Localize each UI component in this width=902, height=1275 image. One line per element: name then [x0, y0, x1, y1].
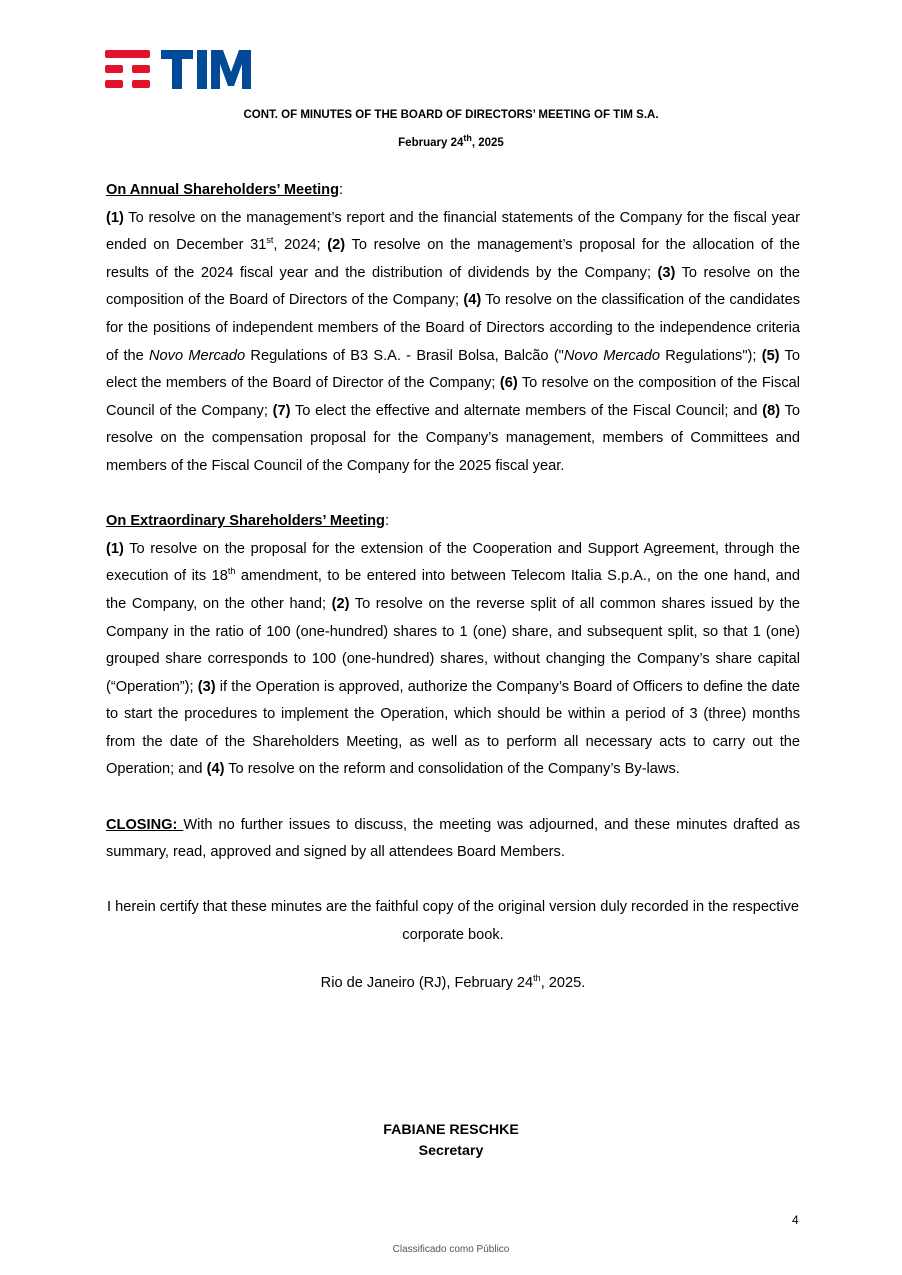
text-run: (1): [106, 540, 124, 557]
text-run: (4): [206, 761, 225, 778]
text-run: amendment, to be entered into between Telecom Italia S.p.A., on the one hand, and the Company, on the other hand;: [106, 568, 800, 612]
text-run: :: [339, 182, 344, 198]
text-run: (3): [657, 264, 676, 281]
paragraph: [106, 970, 800, 998]
text-run: To elect the members of the Board of Director of the Company;: [106, 347, 800, 392]
section-heading: On Extraordinary Shareholders’ Meeting: [106, 513, 385, 530]
text-run: To elect the effective and alternate members of the Fiscal Council; and: [290, 402, 763, 419]
text-run: Regulations of B3 S.A. - Brasil Bolsa, Balcão (": [245, 347, 564, 364]
text-run: th: [533, 973, 541, 984]
text-run: (6): [499, 375, 518, 392]
text-run: (2): [327, 237, 346, 254]
text-run: (1): [106, 209, 124, 226]
text-run: Rio de Janeiro (RJ), February 24: [320, 975, 534, 992]
text-run: I herein certify that these minutes are the faithful copy of the original version duly recorded in the respective corporate book.: [107, 899, 799, 944]
text-run: To resolve on the reform and consolidation of the Company’s By-laws.: [224, 761, 680, 778]
paragraph: [106, 508, 800, 536]
paragraph: [106, 894, 800, 949]
text-run: , 2024;: [273, 237, 328, 254]
section-heading: CLOSING:: [106, 816, 184, 833]
text-run: (4): [463, 292, 482, 309]
text-run: st: [266, 235, 274, 246]
text-run: if the Operation is approved, authorize the Company’s Board of Officers to define the date to start the procedures to implement the Operation, which should be within a period of 3 (three) months from the date of the Shareholders Meeting, as well as to perform all necessary acts to carry out the Operation; and: [106, 678, 800, 778]
text-run: (2): [331, 595, 350, 612]
text-run: (8): [762, 402, 781, 419]
paragraph: [106, 812, 800, 867]
text-run: To resolve on the proposal for the extension of the Cooperation and Support Agreement, through the execution of its 18: [106, 540, 800, 585]
text-run: (3): [197, 678, 216, 695]
paragraph: [106, 205, 800, 481]
minutes-body: [106, 177, 800, 998]
classification-footer: Classificado como Público: [392, 1244, 510, 1255]
text-run: To resolve on the classification of the candidates for the positions of independent members of the Board of Directors according to the independence criteria of the: [106, 292, 800, 364]
signatory-role: Secretary: [418, 1143, 484, 1159]
text-run: Novo Mercado: [149, 347, 246, 364]
text-run: To resolve on the reverse split of all common shares issued by the Company in the ratio of 100 (one-hundred) shares to 1 (one) share, and subsequent split, so that 1 (one) grouped share corresponds to 100 (one-hundred) shares, without changing the Company’s share capital (“Operation”);: [106, 595, 800, 695]
text-run: To resolve on the composition of the Fiscal Council of the Company;: [106, 375, 800, 419]
tim-logo: [105, 49, 255, 91]
document-title: CONT. OF MINUTES OF THE BOARD OF DIRECTORS’ MEETING OF TIM S.A.: [243, 109, 659, 121]
text-run: With no further issues to discuss, the meeting was adjourned, and these minutes drafted as summary, read, approved and signed by all attendees Board Members.: [106, 816, 800, 861]
text-run: (7): [272, 402, 291, 419]
page-number: 4: [792, 1213, 799, 1227]
text-run: To resolve on the management’s proposal for the allocation of the results of the 2024 fiscal year and the distribution of dividends by the Company;: [106, 237, 800, 281]
text-run: Regulations");: [659, 347, 762, 364]
text-run: To resolve on the compensation proposal for the Company’s management, members of Committees and members of the Fiscal Council of the Company for the 2025 fiscal year.: [106, 402, 800, 474]
text-run: Novo Mercado: [563, 347, 660, 364]
text-run: (5): [761, 347, 780, 364]
text-run: To resolve on the management’s report and the financial statements of the Company for the fiscal year ended on December 31: [106, 209, 800, 254]
text-run: :: [384, 513, 390, 530]
document-date: February 24th, 2025: [398, 133, 504, 149]
text-run: th: [227, 566, 236, 577]
text-run: , 2025.: [540, 975, 586, 992]
paragraph: [106, 536, 800, 784]
paragraph: [106, 177, 800, 205]
text-run: To resolve on the composition of the Board of Directors of the Company;: [106, 264, 800, 309]
section-heading: On Annual Shareholders’ Meeting: [106, 182, 339, 198]
signatory-name: FABIANE RESCHKE: [383, 1122, 519, 1138]
